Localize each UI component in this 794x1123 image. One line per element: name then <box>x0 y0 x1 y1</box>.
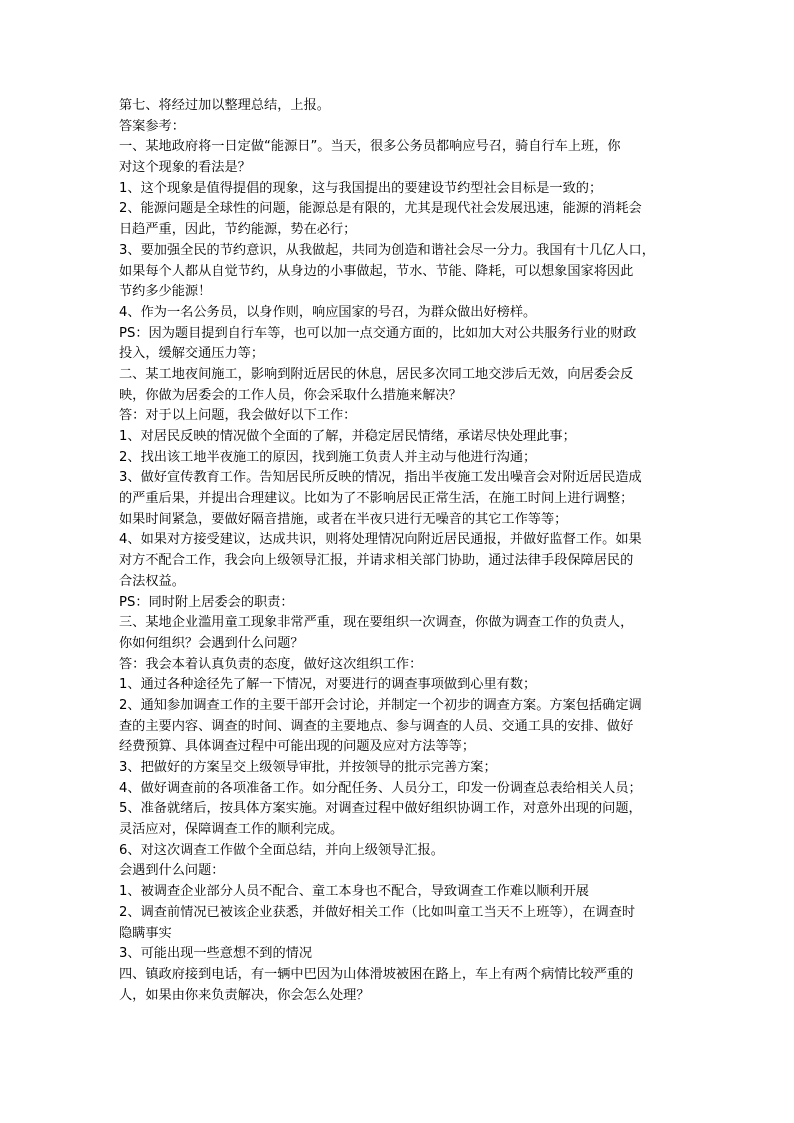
text-line: 2、找出该工地半夜施工的原因，找到施工负责人并主动与他进行沟通； <box>119 449 537 465</box>
text-line: 1、通过各种途径先了解一下情况，对要进行的调查事项做到心里有数； <box>119 677 537 693</box>
text-line: 三、某地企业滥用童工现象非常严重，现在要组织一次调查，你做为调查工作的负责人， <box>119 615 634 631</box>
text-line: 四、镇政府接到电话，有一辆中巴因为山体滑坡被困在路上，车上有两个病情比较严重的 <box>119 966 634 982</box>
text-line: 节约多少能源！ <box>119 284 212 300</box>
text-line: 投入，缓解交通压力等； <box>119 346 265 362</box>
text-line: 日趋严重，因此，节约能源，势在必行； <box>119 222 357 238</box>
text-line: 6、对这次调查工作做个全面总结，并向上级领导汇报。 <box>119 842 444 858</box>
text-line: 2、通知参加调查工作的主要干部开会讨论，并制定一个初步的调查方案。方案包括确定调 <box>119 697 642 713</box>
text-line: 一、某地政府将一日定做“能源日”。当天，很多公务员都响应号召，骑自行车上班，你 <box>119 139 621 155</box>
text-line: 经费预算、具体调查过程中可能出现的问题及应对方法等等； <box>119 739 476 755</box>
text-line: 对方不配合工作，我会向上级领导汇报，并请求相关部门协助，通过法律手段保障居民的 <box>119 553 634 569</box>
text-line: 1、对居民反映的情况做个全面的了解，并稳定居民情绪，承诺尽快处理此事； <box>119 429 576 444</box>
text-line: 答案参考： <box>119 118 185 134</box>
text-line: 合法权益。 <box>119 573 185 589</box>
text-line: PS：同时附上居委会的职责： <box>119 594 294 610</box>
text-line: 如果时间紧急，要做好隔音措施，或者在半夜只进行无噪音的其它工作等等； <box>119 511 568 527</box>
text-line: 灵活应对，保障调查工作的顺利完成。 <box>119 822 344 838</box>
text-line: 二、某工地夜间施工，影响到附近居民的休息，居民多次同工地交涉后无效，向居委会反 <box>119 366 634 382</box>
text-line: 3、把做好的方案呈交上级领导审批，并按领导的批示完善方案； <box>119 760 497 775</box>
text-line: 隐瞒事实 <box>119 925 172 941</box>
text-line: 2、调查前情况已被该企业获悉，并做好相关工作（比如叫童工当天不上班等），在调查时 <box>119 904 636 920</box>
text-line: 3、做好宣传教育工作。告知居民所反映的情况，指出半夜施工发出噪音会对附近居民造成 <box>119 470 642 486</box>
text-line: 1、这个现象是值得提倡的现象，这与我国提出的要建设节约型社会目标是一致的； <box>119 180 603 196</box>
text-line: 1、被调查企业部分人员不配合、童工本身也不配合，导致调查工作难以顺利开展 <box>119 884 589 900</box>
text-line: 映，你做为居委会的工作人员，你会采取什么措施来解决？ <box>119 387 462 403</box>
text-line: 3、可能出现一些意想不到的情况 <box>119 946 313 962</box>
text-line: 查的主要内容、调查的时间、调查的主要地点、参与调查的人员、交通工具的安排、做好 <box>119 718 634 734</box>
text-line: 4、作为一名公务员，以身作则，响应国家的号召，为群众做出好榜样。 <box>119 304 537 320</box>
text-line: 答：我会本着认真负责的态度，做好这次组织工作： <box>119 656 423 672</box>
text-line: 你如何组织？会遇到什么问题？ <box>119 635 304 651</box>
text-line: 答：对于以上问题，我会做好以下工作： <box>119 408 357 424</box>
text-line: 5、准备就绪后，按具体方案实施。对调查过程中做好组织协调工作，对意外出现的问题， <box>119 801 642 817</box>
text-line: 会遇到什么问题： <box>119 863 225 879</box>
text-line: 如果每个人都从自觉节约，从身边的小事做起，节水、节能、降耗，可以想象国家将因此 <box>119 263 634 279</box>
text-line: 对这个现象的看法是？ <box>119 160 251 176</box>
text-line: 3、要加强全民的节约意识，从我做起，共同为创造和谐社会尽一分力。我国有十几亿人口， <box>119 242 655 258</box>
text-line: 第七、将经过加以整理总结，上报。 <box>119 98 330 113</box>
text-line: PS：因为题目提到自行车等，也可以加一点交通方面的，比如加大对公共服务行业的财政 <box>119 325 637 341</box>
text-line: 人，如果由你来负责解决，你会怎么处理？ <box>119 987 370 1003</box>
text-line: 4、如果对方接受建议，达成共识，则将处理情况向附近居民通报，并做好监督工作。如果 <box>119 532 642 548</box>
text-line: 2、能源问题是全球性的问题，能源总是有限的，尤其是现代社会发展迅速，能源的消耗会 <box>119 201 642 217</box>
document-page <box>119 96 679 1006</box>
text-line: 的严重后果，并提出合理建议。比如为了不影响居民正常生活，在施工时间上进行调整； <box>119 491 634 507</box>
text-line: 4、做好调查前的各项准备工作。如分配任务、人员分工，印发一份调查总表给相关人员； <box>119 780 642 796</box>
